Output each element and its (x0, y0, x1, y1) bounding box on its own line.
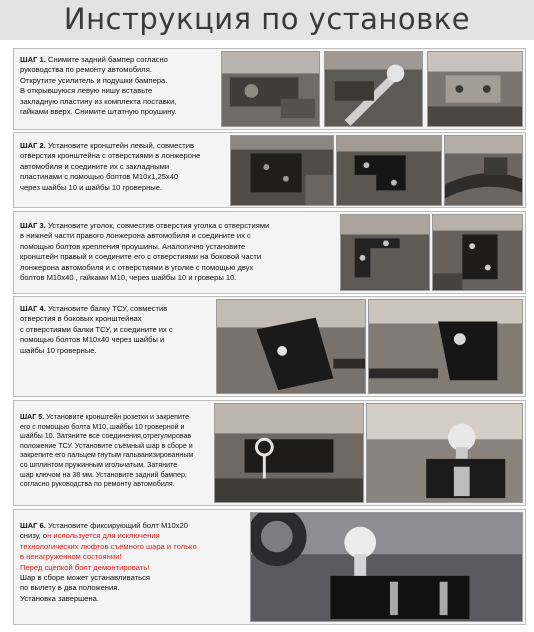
step-4-label: ШАГ 4. (20, 304, 46, 313)
step-6-panel (13, 509, 526, 625)
step-6-warning-line: технологических люфтов съемного шара и только (20, 541, 197, 551)
step-text-line: лонжерона автомобиля и с отверстиями в уголке с помощью двух (20, 262, 254, 272)
step-3-text (20, 221, 269, 283)
step-text-line: болтов М10х40 , гайками М10, через шайбы 10 и гроверы 10. (20, 273, 237, 283)
page-title: Инструкция по установке (63, 2, 471, 36)
step-text-line: согласно руководства по ремонту автомобиля. (20, 480, 175, 489)
step-text-line: Установите фиксирующий болт М10х20 (45, 521, 188, 530)
step-text-line: шайбы 10. Затяните все соединения,отрегулировав (20, 432, 192, 441)
step-text-line: Установите кронштейн левый, совместив (45, 141, 195, 150)
step-3-panel (13, 211, 526, 294)
step-text-line: закрепите его пальцем гнутым гальванизированным (20, 451, 194, 460)
step-6-warning-line: Перед сцепкой болт демонтировать! (20, 562, 150, 572)
step-1-panel (13, 48, 526, 130)
step-text-line: Установите кронштейн розетки и закрепите (44, 413, 190, 421)
step-4-text (20, 304, 173, 356)
step-1-photo-wrench (324, 51, 423, 127)
step-5-text (20, 413, 193, 490)
step-text-line: через шайбы 10 и шайбы 10 гроверные. (20, 182, 163, 192)
step-text-line: в нижней части правого лонжерона автомобиля и соедините их с (20, 231, 251, 241)
step-text-line: по вылету в два положения. (20, 583, 120, 593)
step-2-photo-bracket-left (230, 135, 334, 206)
step-4-panel (13, 296, 526, 397)
step-4-photo-towbar-left (216, 299, 366, 394)
step-3-label: ШАГ 3. (20, 221, 46, 230)
step-text-line: отверстия кронштейна с отверстиями в лонжероне (20, 151, 201, 161)
step-text-line: Установите уголок, совместив отверстия уголка с отверстиями (45, 221, 270, 230)
step-text-line: с отверстиями балки ТСУ, и соедините их с (20, 324, 173, 334)
step-5-panel (13, 400, 526, 506)
step-5-label: ШАГ 5. (20, 413, 45, 421)
step-5-photo-socket-bracket (214, 403, 364, 503)
step-text-line: Установка завершена. (20, 593, 99, 603)
step-text-line: Шар в сборе может устанавливаться (20, 573, 151, 583)
step-6-warning-line: в ненагруженном состоянии! (20, 552, 122, 562)
step-3-photo-angle-bracket (340, 214, 430, 291)
step-1-label: ШАГ 1. (20, 55, 46, 64)
step-text-line: шар ключом на 38 мм. Установите задний бампер, (20, 470, 187, 479)
step-text-line: пластинами с помощью болтов М10х1,25х40 (20, 172, 179, 182)
step-2-photo-bracket-mounted (336, 135, 442, 206)
step-text-line: Установите балку ТСУ, совместив (45, 304, 168, 313)
step-1-text (20, 55, 177, 117)
step-text-line: отверстия в боковых кронштейнах (20, 314, 142, 324)
step-text-line: положение ТСУ. Установите съёмный шар в сборе и (20, 441, 193, 450)
step-2-text (20, 141, 200, 193)
step-5-photo-tow-ball (366, 403, 523, 503)
step-6-label: ШАГ 6. (20, 521, 46, 530)
step-3-photo-right-bracket (432, 214, 523, 291)
step-1-photo-bumper-removed (221, 51, 320, 127)
step-2-panel (13, 132, 526, 208)
step-text-line: помощью болтов крепления проушины. Аналогично установите (20, 241, 246, 251)
step-1-photo-plate (427, 51, 523, 127)
step-text-line: шайбы 10 гроверные. (20, 345, 97, 355)
step-text-line: В открывшуюся левую нишу вставьте (20, 86, 153, 96)
step-text-line: гайками вверх. Снимите штатную проушину. (20, 107, 177, 117)
step-text-line: со шплинтом пружинным игольчатым. Затяните (20, 460, 178, 469)
step-2-label: ШАГ 2. (20, 141, 46, 150)
step-text-line: помощью болтов М10х40 через шайбы и (20, 335, 165, 345)
step-text-line: кронштейн правый и соедините его с отверстиями на боковой части (20, 252, 262, 262)
step-text-line: автомобиля и соедините их с закладными (20, 161, 170, 171)
step-4-photo-towbar-right (368, 299, 523, 394)
step-6-text (20, 521, 197, 604)
step-text-line: снизу, (20, 531, 43, 541)
step-6-warning: он используется для исключения (42, 531, 160, 541)
step-text-line: Открутите усилитель и подушки бампера. (20, 75, 168, 85)
step-text-line: закладную пластину из комплекта поставки, (20, 96, 177, 106)
step-6-photo-installed-towbar (250, 512, 523, 622)
step-text-line: Снимите задний бампер согласно (45, 55, 168, 64)
step-text-line: руководства по ремонту автомобиля. (20, 65, 152, 75)
step-2-photo-frame (444, 135, 523, 206)
step-text-line: его с помощью болта М10, шайбы 10 гроверной и (20, 422, 185, 431)
